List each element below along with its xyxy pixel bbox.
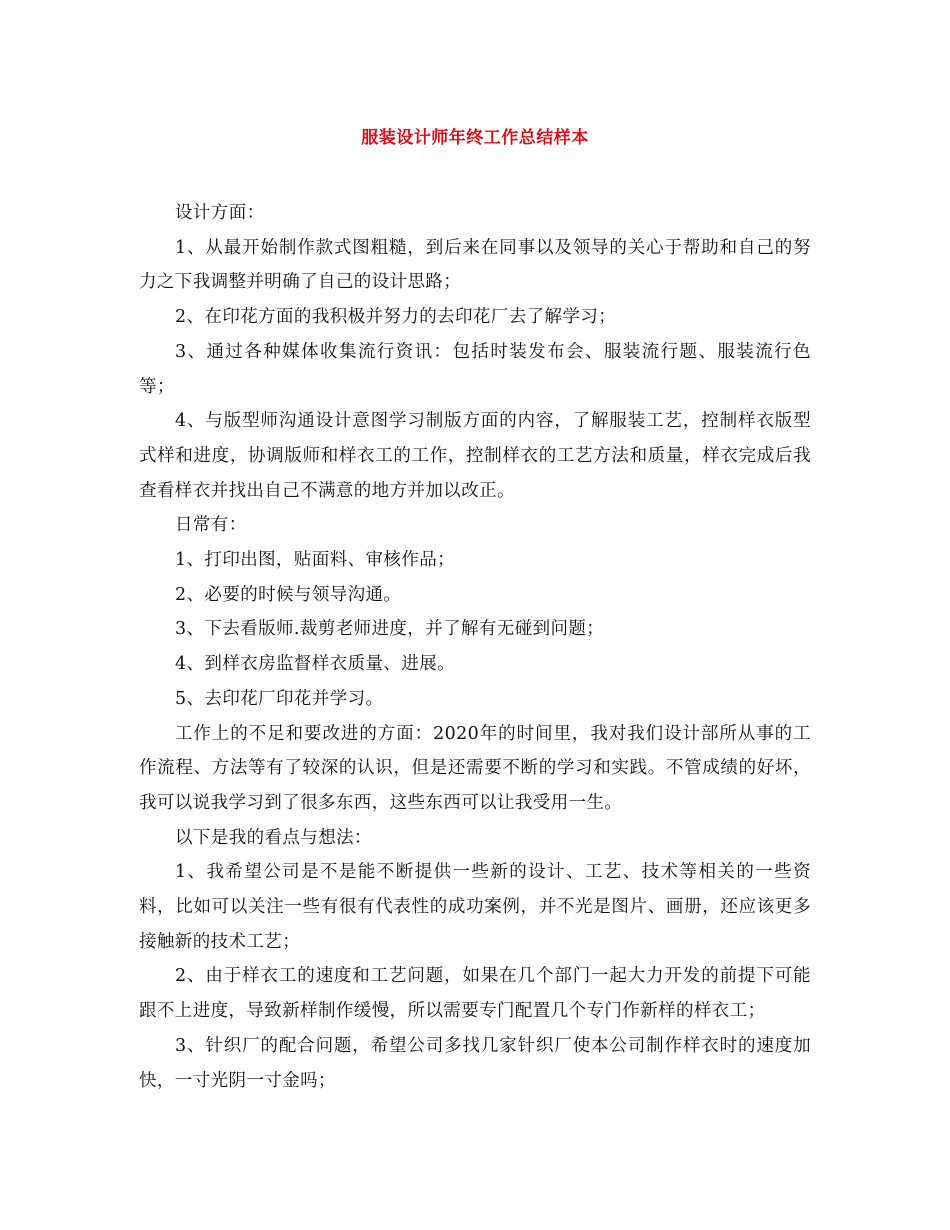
paragraph-ideas-3: 3、针织厂的配合问题，希望公司多找几家针织厂使本公司制作样衣时的速度加快，一寸光阴一寸金吗； (139, 1035, 811, 1091)
paragraph-ideas-1: 1、我希望公司是不是能不断提供一些新的设计、工艺、技术等相关的一些资料，比如可以关注一些有很有代表性的成功案例，并不光是图片、画册，还应该更多接触新的技术工艺； (139, 862, 811, 952)
document-title: 服装设计师年终工作总结样本 (361, 128, 589, 148)
document-body (139, 196, 811, 1098)
paragraph-daily-2: 2、必要的时候与领导沟通。 (175, 584, 402, 605)
paragraph-daily-4: 4、到样衣房监督样衣质量、进展。 (175, 654, 456, 675)
section-heading-ideas: 以下是我的看点与想法： (175, 827, 372, 848)
paragraph-daily-3: 3、下去看版师.裁剪老师进度，并了解有无碰到问题； (175, 619, 605, 640)
paragraph-daily-1: 1、打印出图，贴面料、审核作品； (175, 550, 456, 571)
paragraph-shortcomings: 工作上的不足和要改进的方面：2020年的时间里，我对我们设计部所从事的工作流程、方法等有了较深的认识，但是还需要不断的学习和实践。不管成绩的好坏，我可以说我学习到了很多东西，这些东西可以让我受用一生。 (139, 723, 811, 813)
paragraph-design-1: 1、从最开始制作款式图粗糙，到后来在同事以及领导的关心于帮助和自己的努力之下我调整并明确了自己的设计思路； (139, 237, 811, 293)
paragraph-ideas-2: 2、由于样衣工的速度和工艺问题，如果在几个部门一起大力开发的前提下可能跟不上进度，导致新样制作缓慢，所以需要专门配置几个专门作新样的样衣工； (139, 966, 811, 1022)
section-heading-design: 设计方面： (175, 203, 265, 223)
section-heading-daily: 日常有： (175, 515, 247, 536)
paragraph-design-2: 2、在印花方面的我积极并努力的去印花厂去了解学习； (175, 307, 617, 328)
paragraph-design-3: 3、通过各种媒体收集流行资讯：包括时装发布会、服装流行题、服装流行色等； (139, 341, 811, 397)
paragraph-daily-5: 5、去印花厂印花并学习。 (175, 688, 384, 709)
paragraph-design-4: 4、与版型师沟通设计意图学习制版方面的内容，了解服装工艺，控制样衣版型式样和进度，协调版师和样衣工的工作，控制样衣的工艺方法和质量，样衣完成后我查看样衣并找出自己不满意的地方并加以改正。 (139, 411, 811, 501)
